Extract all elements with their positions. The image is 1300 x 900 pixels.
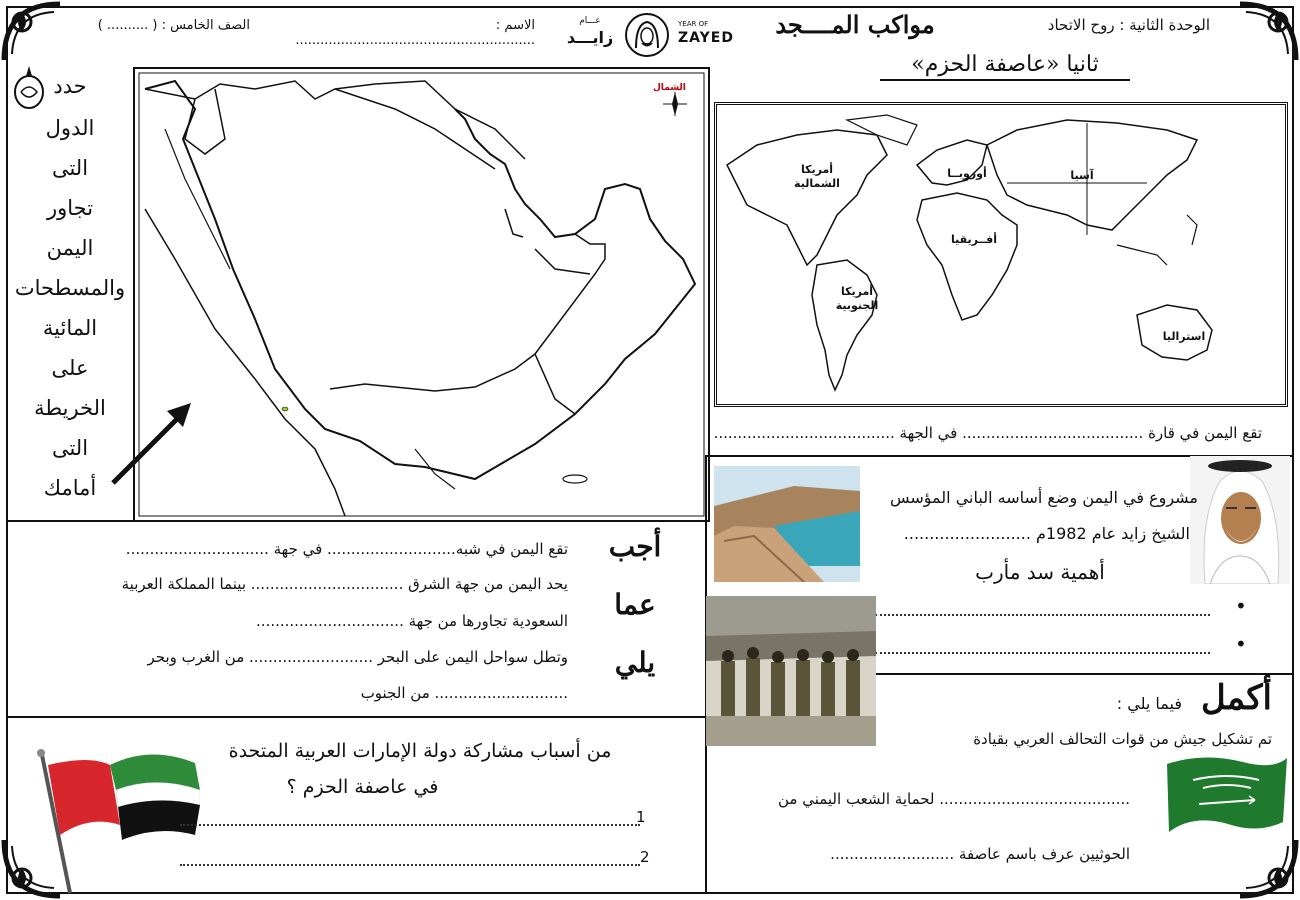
zayed-portrait-icon [624,12,670,58]
answer-heading-3: يلي [614,646,656,679]
logo-small: YEAR OF [678,20,709,28]
sheikh-zayed-portrait [1190,456,1290,584]
instruction-word-5: اليمن [46,236,94,260]
complete-line-3[interactable]: الحوثيين عرف باسم عاصفة .......................... [830,845,1130,863]
instruction-word-11: أمامك [43,476,97,500]
instruction-word-6: والمسطحات [14,276,126,300]
instruction-word-9: الخريطة [34,396,106,420]
answer-line-4[interactable]: وتطل سواحل اليمن على البحر .......................... من الغرب وبحر [147,648,568,666]
page-title: مواكب المــــجد [775,10,935,39]
divider-left-low [8,716,706,718]
answer-line-5[interactable]: ............................ من الجنوب [360,684,568,702]
dam-answer-line-2[interactable] [875,638,1210,654]
dam-line-1: مشروع في اليمن وضع أساسه الباني المؤسس [889,488,1198,507]
corner-ornament-bottom-right [1236,836,1300,900]
continent-question[interactable]: تقع اليمن في قارة ...................................... في الجهة ...................................... [713,424,1262,442]
uae-question-line1: من أسباب مشاركة دولة الإمارات العربية المتحدة [228,740,612,762]
marib-dam-photo [714,466,860,582]
instruction-word-1: حدد [53,74,87,98]
uae-question-line2: في عاصفة الحزم ؟ [286,776,439,798]
label-south-america: أمريكا الجنوبية [835,285,879,312]
complete-heading: أكمل [1200,678,1272,718]
bullet-1: • [1235,594,1247,618]
instruction-word-7: المائية [42,316,98,340]
instruction-word-2: الدول [45,116,95,140]
answer-line-1[interactable]: تقع اليمن في شبه........................... في جهة .............................. [125,540,568,558]
dam-answer-line-1[interactable] [875,600,1210,616]
label-asia: آسيا [1070,169,1094,182]
uae-item-2: 2 [640,848,650,866]
instruction-word-4: تجاور [46,196,94,220]
corner-ornament-top-left [0,0,64,64]
dam-subtitle: أهمية سد مأرب [975,560,1105,584]
dam-line-2[interactable]: الشيخ زايد عام 1982م ......................... [903,524,1190,543]
name-field[interactable]: الاسم : .......................................................... [295,18,535,48]
bullet-2: • [1235,632,1247,656]
label-europe: أوروبــا [947,167,987,180]
instruction-word-8: على [51,356,89,380]
class-field[interactable]: الصف الخامس : ( .......... ) [97,18,250,33]
uae-answer-line-2[interactable] [180,852,640,866]
corner-ornament-top-right [1236,0,1300,64]
uae-answer-line-1[interactable] [180,812,640,826]
uae-flag-icon [30,745,200,895]
saudi-flag-icon [1163,752,1291,840]
instruction-word-10: التى [51,436,89,460]
complete-line-1: تم تشكيل جيش من قوات التحالف العربي بقيادة [973,730,1272,748]
world-map[interactable] [714,102,1288,407]
year-of-zayed-logo [560,10,740,58]
complete-heading-suffix: فيما يلي : [1116,694,1182,713]
label-africa: أفــريقيا [950,233,997,246]
uae-item-1: 1 [636,808,646,826]
unit-label: الوحدة الثانية : روح الاتحاد [1047,16,1210,34]
section-title: ثانيا «عاصفة الحزم» [880,52,1130,81]
answer-line-2[interactable]: يحد اليمن من جهة الشرق ................................ بينما المملكة العربية [121,575,568,593]
complete-line-2[interactable]: ........................................ لحماية الشعب اليمني من [777,790,1130,808]
logo-ar: زايـــد [566,28,614,47]
answer-heading-1: أجب [608,530,662,563]
answer-line-3[interactable]: السعودية تجاورها من جهة ............................... [256,612,568,630]
logo-ar-top: عـــام [579,16,601,26]
logo-big: ZAYED [678,30,734,46]
label-north-america: أمريكا الشمالية [794,163,840,190]
label-australia: استراليا [1162,330,1206,343]
arabian-peninsula-map[interactable] [133,67,710,522]
answer-heading-2: عما [614,588,656,621]
north-label: الشمال [653,83,686,93]
instruction-word-3: التى [51,156,89,180]
coalition-soldiers-photo [706,596,876,746]
divider-left-mid [8,520,706,522]
